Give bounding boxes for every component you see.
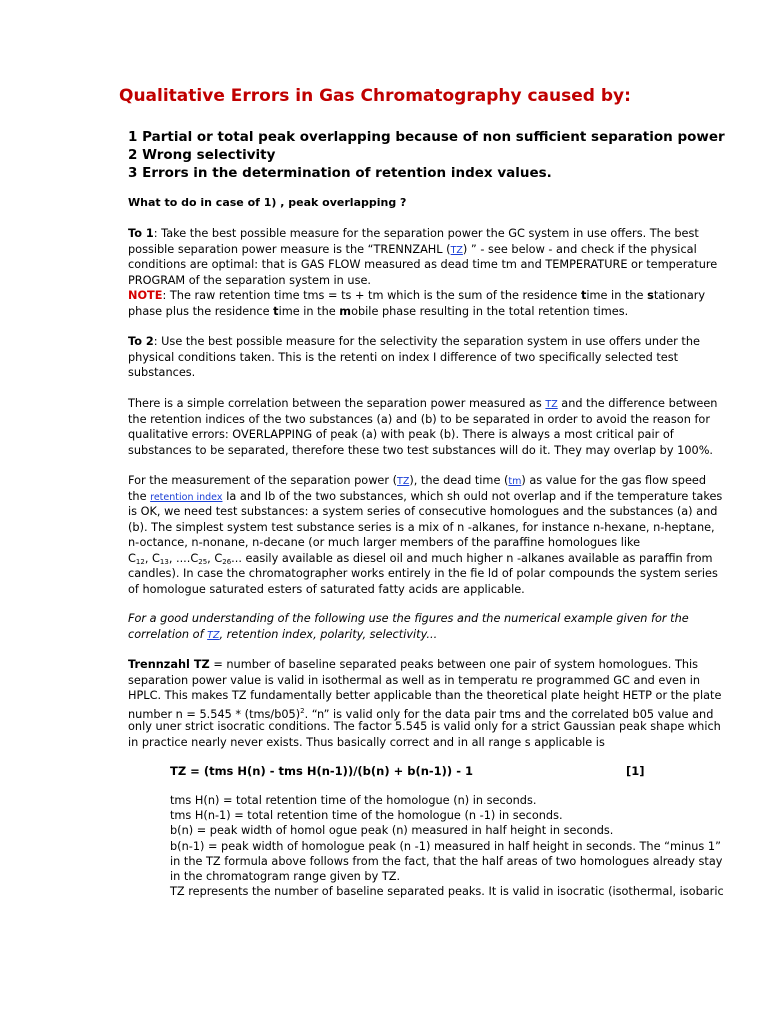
text: the retention indices of the two substances (a) and (b) to be separated in order to avoid the reason for xyxy=(128,412,710,426)
paragraph-label: To 1 xyxy=(128,227,154,240)
text: number n = 5.545 * (tms/b05) xyxy=(128,707,301,721)
subscript: 12 xyxy=(135,557,145,566)
text: , retention index, polarity, selectivity... xyxy=(219,627,438,641)
formula-number: [1] xyxy=(626,764,645,778)
list-item: 1 Partial or total peak overlapping because of non sufficient separation power xyxy=(128,129,725,145)
definition-line: in the TZ formula above follows from the fact, that the half areas of two homologues already stay xyxy=(170,854,723,868)
subscript: 26 xyxy=(222,557,232,566)
text: candles). In case the chromatographer works entirely in the fie ld of polar compounds the system series xyxy=(128,567,718,580)
text: : Take the best possible measure for the separation power the GC system in use offers. The best xyxy=(153,227,699,240)
text: : Use the best possible measure for the selectivity the separation system in use offers under the xyxy=(153,335,700,348)
text: m xyxy=(339,304,352,318)
error-list xyxy=(128,128,725,182)
text: of homologue saturated esters of saturated fatty acids are applicable. xyxy=(128,582,525,596)
paragraph-trennzahl xyxy=(128,657,721,750)
list-item: 3 Errors in the determination of retention index values. xyxy=(128,165,552,181)
formula-definitions xyxy=(170,793,724,899)
text: only uner strict isocratic conditions. The factor 5.545 is valid only for a strict Gaussian peak shape which xyxy=(128,720,721,733)
definition-line: tms H(n) = total retention time of the homologue (n) in seconds. xyxy=(170,794,537,807)
paragraph-measurement xyxy=(128,473,722,597)
list-item: 2 Wrong selectivity xyxy=(128,147,276,163)
text: There is a simple correlation between the separation power measured as xyxy=(128,397,546,410)
text: s xyxy=(647,289,654,302)
paragraph-label: Trennzahl TZ xyxy=(128,658,210,671)
text: ) ” - see below - and check if the physical xyxy=(462,242,697,256)
paragraph-correlation xyxy=(128,396,717,458)
text: , C xyxy=(207,551,223,565)
text: obile phase resulting in the total retention times. xyxy=(351,304,629,318)
text: PROGRAM of the separation system in use. xyxy=(128,273,372,287)
text: For the measurement of the separation power ( xyxy=(128,474,398,487)
tz-link[interactable]: TZ xyxy=(450,244,463,256)
text: the xyxy=(128,489,151,503)
text: ... easily available as diesel oil and much higher n -alkanes available as paraffin from xyxy=(231,551,713,565)
text: For a good understanding of the following use the figures and the numerical example given for the xyxy=(128,612,689,625)
text: physical conditions taken. This is the retenti on index I difference of two specifically selected test xyxy=(128,350,679,364)
text: ime in the xyxy=(278,304,340,318)
subscript: 25 xyxy=(198,557,208,566)
definition-line: b(n-1) = peak width of homologue peak (n -1) measured in half height in seconds. The “minus 1” xyxy=(170,839,721,853)
paragraph-label: To 2 xyxy=(128,335,154,348)
tz-link[interactable]: TZ xyxy=(397,476,410,487)
definition-line: tms H(n-1) = total retention time of the homologue (n -1) in seconds. xyxy=(170,809,563,823)
text: : The raw retention time tms = ts + tm which is the sum of the residence xyxy=(162,289,581,302)
text: ) as value for the gas flow speed xyxy=(521,474,707,487)
paragraph-to-2 xyxy=(128,334,700,381)
text: ime in the xyxy=(586,289,648,302)
formula-text: TZ = (tms H(n) - tms H(n-1))/(b(n) + b(n-1)) - 1 xyxy=(170,764,473,778)
superscript: 2 xyxy=(300,706,305,715)
definition-line: TZ represents the number of baseline separated peaks. It is valid in isocratic (isothermal, isobaric xyxy=(170,885,724,899)
text: C xyxy=(128,551,136,565)
tz-link[interactable]: TZ xyxy=(545,399,558,410)
section-question: What to do in case of 1) , peak overlapping ? xyxy=(128,196,407,209)
note-label: NOTE xyxy=(128,289,163,302)
text: t xyxy=(580,289,587,302)
text: n-octance, n-nonane, n-decane (or much larger members of the paraffine homologues like xyxy=(128,536,641,549)
paragraph-to-1 xyxy=(128,226,717,319)
retention-index-link[interactable]: retention index xyxy=(150,491,223,503)
text: in practice nearly never exists. Thus basically correct and in all range s applicable is xyxy=(128,735,605,749)
text: separation power value is valid in isothermal as well as in temperatu re programmed GC and even in xyxy=(128,673,700,687)
text: substances. xyxy=(128,366,196,379)
text: (b). The simplest system test substance series is a mix of n -alkanes, for instance n-hexane, n-heptane, xyxy=(128,520,715,534)
definition-line: b(n) = peak width of homol ogue peak (n) measured in half height in seconds. xyxy=(170,824,614,838)
text: , ....C xyxy=(168,551,199,565)
text: possible separation power measure is the “TRENNZAHL ( xyxy=(128,242,451,256)
text: substances to be separated, therefore these two test substances will do it. They may overlap by 100%. xyxy=(128,443,714,457)
text: Ia and Ib of the two substances, which sh ould not overlap and if the temperature takes xyxy=(222,489,723,503)
definition-line: in the chromatogram range given by TZ. xyxy=(170,869,401,883)
text: correlation of xyxy=(128,627,208,641)
tz-link[interactable]: TZ xyxy=(207,629,220,641)
text: = number of baseline separated peaks between one pair of system homologues. This xyxy=(209,658,699,671)
text: tationary xyxy=(653,289,706,302)
text: qualitative errors: OVERLAPPING of peak (a) with peak (b). There is always a most critical pair of xyxy=(128,428,674,441)
text: is OK, we need test substances: a system series of consecutive homologues and the substances (a) and xyxy=(128,505,718,518)
subscript: 13 xyxy=(159,557,169,566)
text: conditions are optimal: that is GAS FLOW measured as dead time tm and TEMPERATURE or temperature xyxy=(128,258,718,271)
tz-formula xyxy=(170,764,645,778)
text: phase plus the residence xyxy=(128,304,274,318)
paragraph-understanding xyxy=(128,611,689,642)
text: , C xyxy=(144,551,160,565)
page-title: Qualitative Errors in Gas Chromatography caused by: xyxy=(119,86,631,106)
text: ), the dead time ( xyxy=(409,474,509,487)
text: . “n” is valid only for the data pair tms and the correlated b05 value and xyxy=(304,707,714,721)
tm-link[interactable]: tm xyxy=(508,476,522,487)
text: and the difference between xyxy=(557,397,718,410)
text: t xyxy=(273,304,279,318)
text: HPLC. This makes TZ fundamentally better applicable than the theoretical plate height HETP or the plate xyxy=(128,689,722,702)
